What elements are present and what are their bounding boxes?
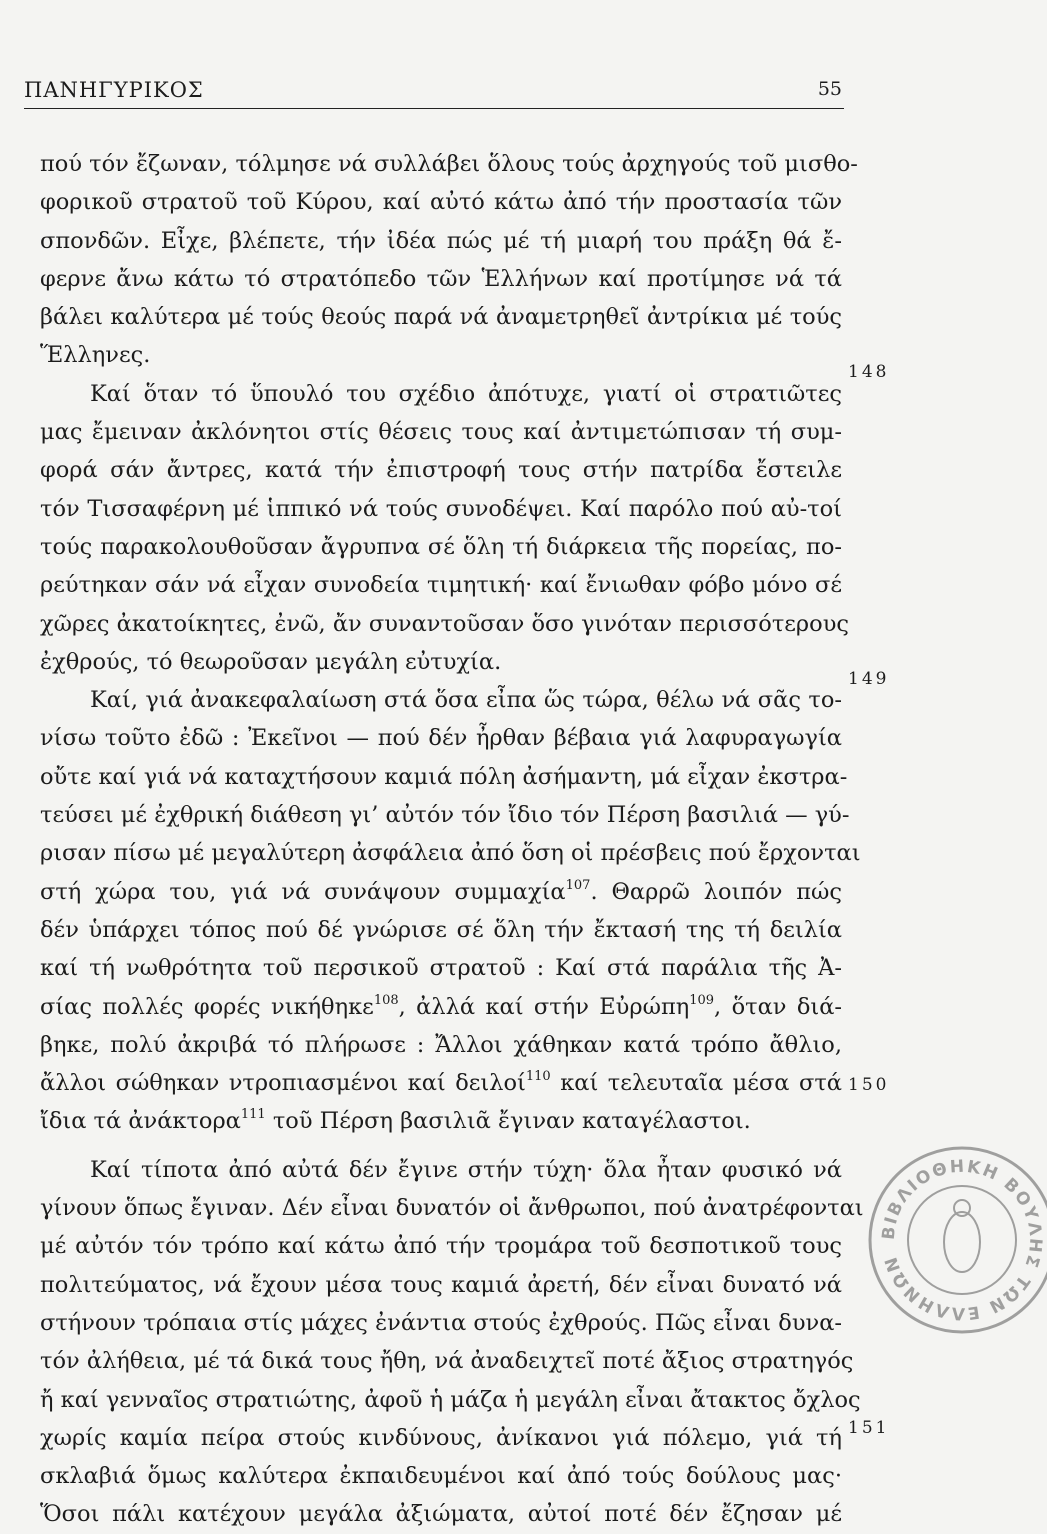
- footnote-ref: 108: [373, 992, 399, 1008]
- paragraph-150-start: Καί τίποτα ἀπό αὐτά δέν ἔγινε στήν τύχη· ὅλα ἦταν φυσικό νά: [90, 1156, 842, 1183]
- stamp-figure-icon: [944, 1212, 980, 1272]
- text-line: νίσω τοῦτο ἐδῶ : Ἐκεῖνοι — πού δέν ἦρθαν βέβαια γιά λαφυραγωγία: [40, 725, 842, 752]
- text-line: μας ἔμειναν ἀκλόνητοι στίς θέσεις τους καί ἀντιμετώπισαν τή συμ-: [40, 419, 842, 446]
- footnote-ref: 111: [240, 1107, 266, 1123]
- text-line: στή χώρα του, γιά νά συνάψουν συμμαχία$^{107}$. Θαρρῶ λοιπόν πώς: [40, 877, 842, 905]
- footnote-ref: 110: [525, 1069, 551, 1085]
- text-line: Ἕλληνες.: [40, 342, 151, 369]
- text-line: τούς παρακολουθοῦσαν ἄγρυπνα σέ ὅλη τή διάρκεια τῆς πορείας, πο-: [40, 533, 842, 560]
- text-line: καί τή νωθρότητα τοῦ περσικοῦ στρατοῦ : Καί στά παράλια τῆς Ἀ-: [40, 955, 842, 982]
- text-line: στήνουν τρόπαια στίς μάχες ἐνάντια στούς ἐχθρούς. Πῶς εἶναι δυνα-: [40, 1309, 842, 1336]
- text-line: πού τόν ἔζωναν, τόλμησε νά συλλάβει ὅλους τούς ἀρχηγούς τοῦ μισθο-: [40, 151, 858, 177]
- paragraph-148-start: Καί ὅταν τό ὕπουλό του σχέδιο ἀπότυχε, γιατί οἱ στρατιῶτες: [90, 380, 842, 407]
- text-line: φορά σάν ἄντρες, κατά τήν ἐπιστροφή τους στήν πατρίδα ἔστειλε: [40, 457, 842, 484]
- text-line: ρισαν πίσω μέ μεγαλύτερη ἀσφάλεια ἀπό ὅση οἱ πρέσβεις πού ἔρχονται: [40, 840, 861, 867]
- text-line: χῶρες ἀκατοίκητες, ἐνῶ, ἄν συναντοῦσαν ὅσο γινόταν περισσότερους: [40, 610, 849, 637]
- text-line: ρεύτηκαν σάν νά εἶχαν συνοδεία τιμητική· καί ἔνιωθαν φόβο μόνο σέ: [40, 572, 842, 599]
- text-line: οὔτε καί γιά νά καταχτήσουν καμιά πόλη ἀσήμαντη, μά εἶχαν ἐκστρα-: [40, 763, 848, 790]
- margin-number-151: 151: [848, 1418, 890, 1438]
- text-line: βάλει καλύτερα μέ τούς θεούς παρά νά ἀναμετρηθεῖ ἀντρίκια μέ τούς: [40, 304, 842, 331]
- text-line: σπονδῶν. Εἶχε, βλέπετε, τήν ἰδέα πώς μέ τή μιαρή του πράξη θά ἔ-: [40, 227, 842, 254]
- body-text: [40, 145, 864, 1534]
- text-line: μέ αὐτόν τόν τρόπο καί κάτω ἀπό τήν τρομάρα τοῦ δεσποτικοῦ τους: [40, 1233, 842, 1260]
- stamp-text: ΒΙΒΛΙΟΘΗΚΗ ΒΟΥΛΗΣ ΤΩΝ ΕΛΛΗΝΩΝ: [878, 1156, 1046, 1324]
- page-number: 55: [817, 78, 842, 100]
- text-line: τόν ἀλήθεια, μέ τά δικά τους ἤθη, νά ἀναδειχτεῖ ποτέ ἄξιος στρατηγός: [40, 1348, 854, 1375]
- text-line: πολιτεύματος, νά ἔχουν μέσα τους καμιά ἀρετή, δέν εἶναι δυνατό νά: [40, 1271, 842, 1298]
- library-stamp: [862, 1140, 1047, 1340]
- margin-number-150: 150: [848, 1075, 890, 1095]
- text-line: φορικοῦ στρατοῦ τοῦ Κύρου, καί αὐτό κάτω ἀπό τήν προστασία τῶν: [40, 189, 842, 216]
- margin-number-148: 148: [848, 362, 890, 382]
- text-line: τεύσει μέ ἐχθρική διάθεση γι’ αὐτόν τόν ἴδιο τόν Πέρση βασιλιά — γύ-: [40, 802, 850, 829]
- footnote-ref: 109: [689, 992, 715, 1008]
- text-line: ἤ καί γενναῖος στρατιώτης, ἀφοῦ ἡ μάζα ἡ μεγάλη εἶναι ἄτακτος ὄχλος: [40, 1386, 861, 1413]
- svg-text:ΒΙΒΛΙΟΘΗΚΗ ΒΟΥΛΗΣ ΤΩΝ ΕΛΛΗΝΩΝ: [879, 1157, 1046, 1324]
- text-line: γίνουν ὅπως ἔγιναν. Δέν εἶναι δυνατόν οἱ ἄνθρωποι, πού ἀνατρέφονται: [40, 1195, 864, 1222]
- text-line: σκλαβιά ὅμως καλύτερα ἐκπαιδευμένοι καί ἀπό τούς δούλους μας·: [40, 1463, 842, 1490]
- text-line: ἄλλοι σώθηκαν ντροπιασμένοι καί δειλοί$^{110}$ καί τελευταῖα μέσα στά: [40, 1069, 842, 1097]
- footnote-ref: 107: [565, 877, 591, 893]
- stamp-head-icon: [954, 1200, 970, 1216]
- text-line: φερνε ἄνω κάτω τό στρατόπεδο τῶν Ἑλλήνων καί προτίμησε νά τά: [40, 265, 842, 292]
- running-header: [24, 78, 844, 104]
- paragraph-151-start: Ὅσοι πάλι κατέχουν μεγάλα ἀξιώματα, αὐτοί ποτέ δέν ἔζησαν μέ: [40, 1501, 842, 1528]
- text-line: τόν Τισσαφέρνη μέ ἱππικό νά τούς συνοδέψει. Καί παρόλο πού αὐ-τοί: [40, 495, 842, 522]
- running-title: ΠΑΝΗΓΥΡΙΚΟΣ: [24, 78, 204, 102]
- text-line: ἐχθρούς, τό θεωροῦσαν μεγάλη εὐτυχία.: [40, 648, 502, 675]
- margin-number-149: 149: [848, 669, 890, 689]
- text-line: ἴδια τά ἀνάκτορα$^{111}$ τοῦ Πέρση βασιλιᾶ ἔγιναν καταγέλαστοι.: [40, 1107, 751, 1135]
- paragraph-149-start: Καί, γιά ἀνακεφαλαίωση στά ὅσα εἶπα ὥς τώρα, θέλω νά σᾶς το-: [90, 687, 842, 714]
- header-rule: [24, 108, 844, 109]
- text-line: χωρίς καμία πείρα στούς κινδύνους, ἀνίκανοι γιά πόλεμο, γιά τή: [40, 1424, 842, 1451]
- text-line: βηκε, πολύ ἀκριβά τό πλήρωσε : Ἄλλοι χάθηκαν κατά τρόπο ἄθλιο,: [40, 1031, 842, 1058]
- text-line: σίας πολλές φορές νικήθηκε$^{108}$, ἀλλά καί στήν Εὐρώπη$^{109}$, ὅταν διά-: [40, 992, 842, 1020]
- text-line: δέν ὑπάρχει τόπος πού δέ γνώρισε σέ ὅλη τήν ἔκτασή της τή δειλία: [40, 916, 842, 943]
